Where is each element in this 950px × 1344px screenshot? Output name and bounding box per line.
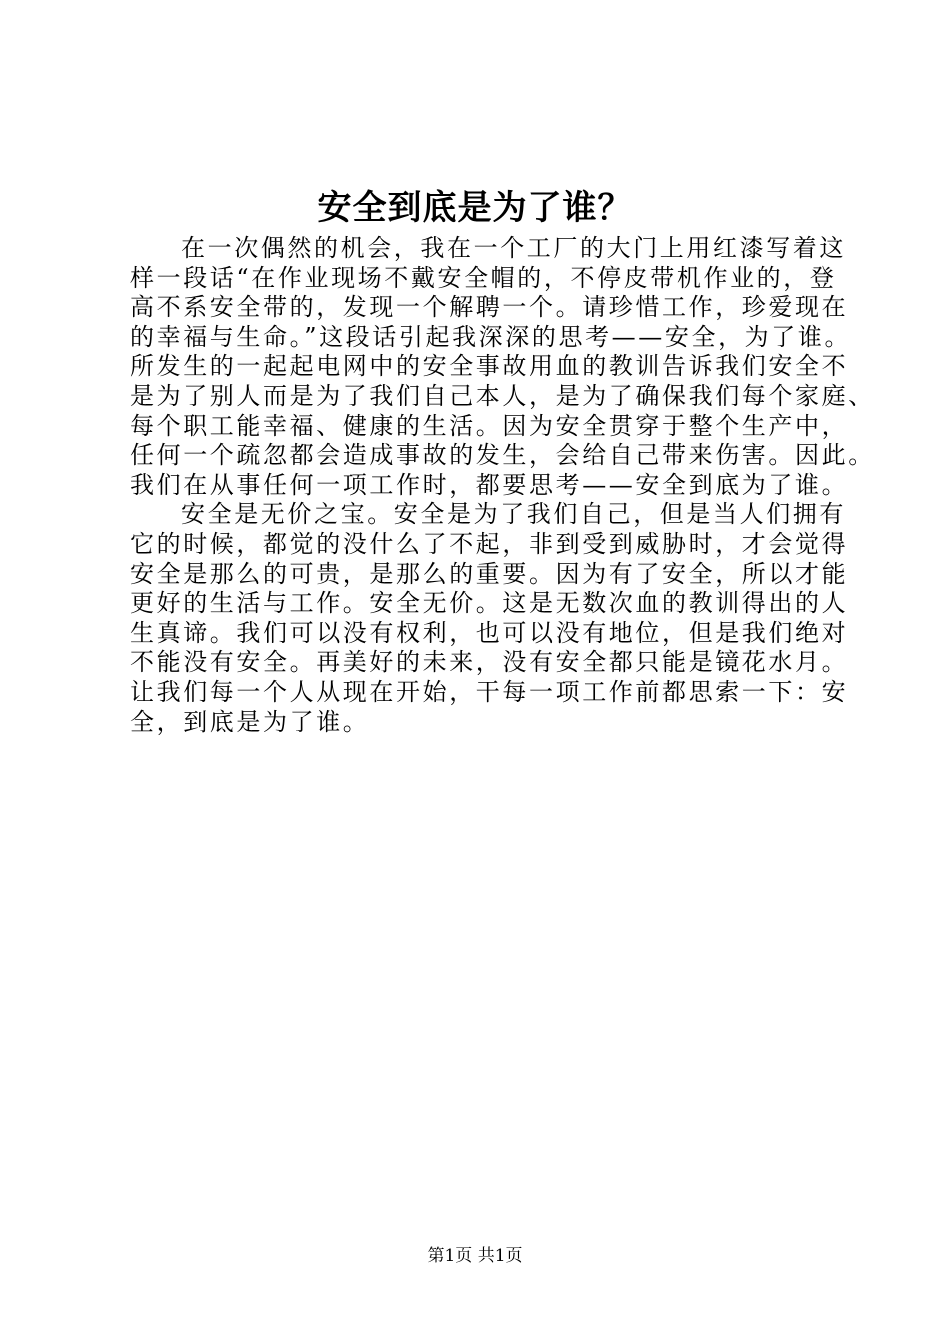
paragraph-line: 在一次偶然的机会，我在一个工厂的大门上用红漆写着这 (181, 234, 846, 262)
paragraph-line: 高不系安全带的，发现一个解聘一个。请珍惜工作，珍爱现在 (130, 293, 849, 322)
paragraph-1 (130, 234, 875, 500)
paragraph-line: 任何一个疏忽都会造成事故的发生，会给自己带来伤害。因此。 (130, 441, 875, 470)
paragraph-line: 每个职工能幸福、健康的生活。因为安全贯穿于整个生产中， (130, 411, 849, 440)
paragraph-line: 让我们每一个人从现在开始，干每一项工作前都思索一下：安 (130, 677, 849, 706)
document-body (130, 234, 875, 737)
paragraph-line: 更好的生活与工作。安全无价。这是无数次血的教训得出的人 (130, 589, 849, 618)
paragraph-line: 的幸福与生命。”这段话引起我深深的思考——安全，为了谁。 (130, 322, 852, 351)
paragraph-line: 不能没有安全。再美好的未来，没有安全都只能是镜花水月。 (130, 648, 849, 677)
page-footer: 第1页 共1页 (427, 1246, 523, 1266)
paragraph-line: 它的时候，都觉的没什么了不起，非到受到威胁时，才会觉得 (130, 529, 849, 558)
paragraph-line: 是为了别人而是为了我们自己本人，是为了确保我们每个家庭、 (130, 381, 875, 410)
paragraph-line: 所发生的一起起电网中的安全事故用血的教训告诉我们安全不 (130, 352, 849, 381)
paragraph-line: 安全是那么的可贵，是那么的重要。因为有了安全，所以才能 (130, 559, 849, 588)
paragraph-line: 我们在从事任何一项工作时，都要思考——安全到底为了谁。 (130, 470, 849, 499)
paragraph-line: 全，到底是为了谁。 (130, 707, 370, 736)
paragraph-line: 样一段话“在作业现场不戴安全帽的，不停皮带机作业的，登 (130, 263, 837, 292)
paragraph-line: 安全是无价之宝。安全是为了我们自己，但是当人们拥有 (181, 500, 846, 529)
document-title: 安全到底是为了谁？ (317, 188, 633, 228)
paragraph-line: 生真谛。我们可以没有权利，也可以没有地位，但是我们绝对 (130, 618, 849, 647)
paragraph-2 (130, 500, 849, 737)
